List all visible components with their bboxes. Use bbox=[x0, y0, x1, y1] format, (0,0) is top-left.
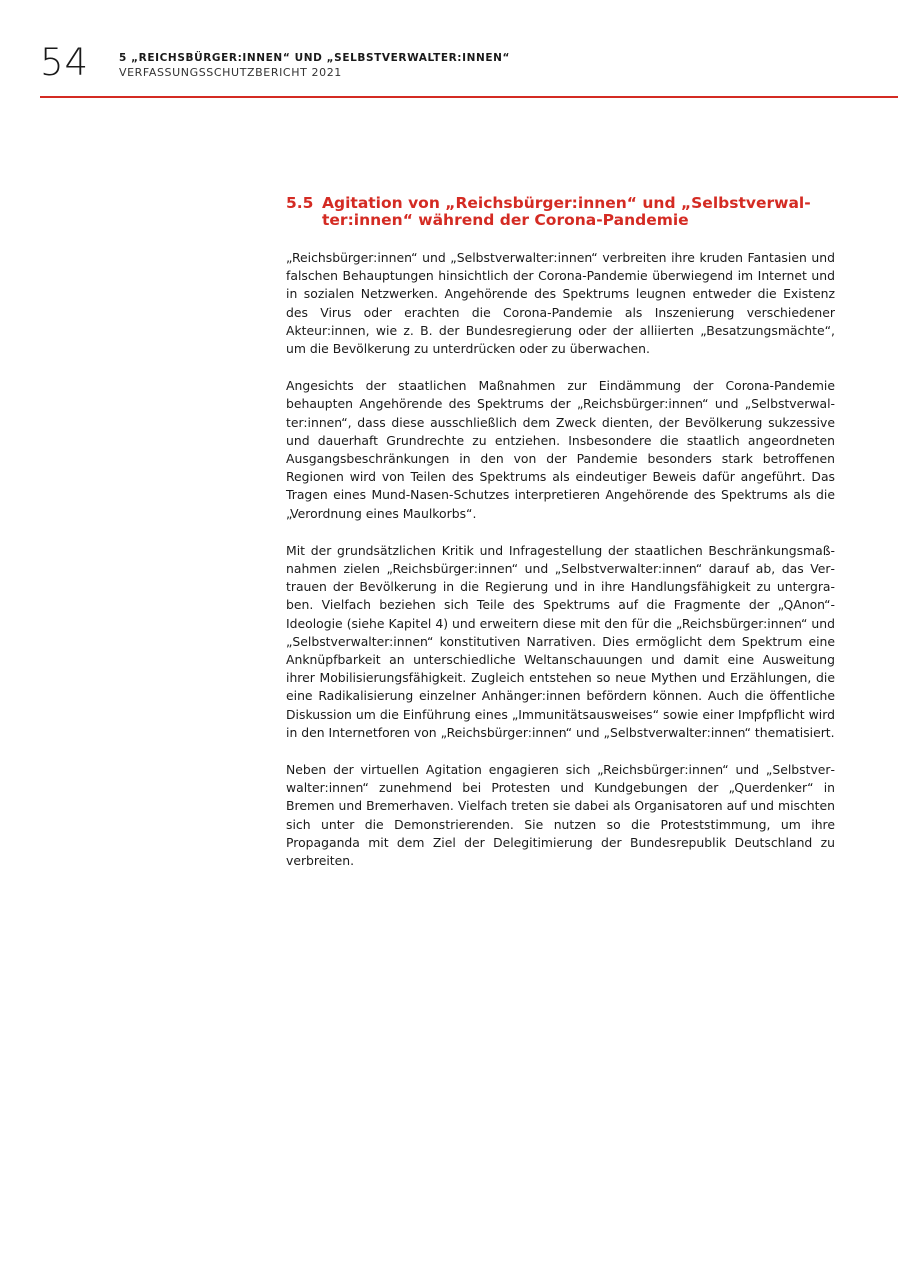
running-head-report: VERFASSUNGSSCHUTZBERICHT 2021 bbox=[119, 66, 342, 79]
section-heading bbox=[286, 195, 835, 229]
section-number: 5.5 bbox=[286, 194, 314, 212]
body-paragraph-1: „Reichsbürger:innen“ und „Selbstverwalter:innen“ verbreiten ihre kruden Fantasien und falschen Behauptungen hinsichtlich der Corona-Pandemie überwiegend im Internet und in sozialen Netzwerken. Angehörende des Spektrums leugnen entweder die Existenz des Virus oder erachten die Corona-Pandemie als Inszenierung verschiedener Akteur:innen, wie z. B. der Bundesregierung oder der alliierten „Besatzungsmächte“, um die Bevölkerung zu unterdrücken oder zu überwachen. bbox=[286, 250, 835, 357]
body-paragraph-2: Angesichts der staatlichen Maßnahmen zur Eindämmung der Corona-Pandemie behaupten Angehörende des Spektrums der „Reichsbürger:innen“ und „Selbstverwalter:innen“, dass diese ausschließlich dem Zweck dienten, der Bevölkerung sukzessive und dauerhaft Grundrechte zu entziehen. Insbesondere die staatlich angeordneten Ausgangsbeschränkungen in den von der Pandemie besonders stark betroffenen Regionen wird von Teilen des Spektrums als eindeutiger Beweis dafür angeführt. Das Tragen eines Mund-Nasen-Schutzes interpretieren Angehörende des Spektrums als die „Verordnung eines Maulkorbs“. bbox=[286, 378, 835, 521]
main-content bbox=[286, 195, 835, 889]
header-divider bbox=[40, 96, 898, 98]
running-head-chapter: 5 „REICHSBÜRGER:INNEN“ UND „SELBSTVERWALTER:INNEN“ bbox=[119, 52, 511, 64]
body-paragraph-4: Neben der virtuellen Agitation engagieren sich „Reichsbürger:innen“ und „Selbstverwalter:innen“ zunehmend bei Protesten und Kundgebungen der „Querdenker“ in Bremen und Bremerhaven. Vielfach treten sie dabei als Organisatoren auf und mischten sich unter die Demonstrierenden. Sie nutzen so die Proteststimmung, um ihre Propaganda mit dem Ziel der Delegitimierung der Bundesrepublik Deutschland zu verbreiten. bbox=[286, 762, 835, 869]
section-title: Agitation von „Reichsbürger:innen“ und „Selbstverwalter:innen“ während der Corona-Pandemie bbox=[322, 194, 811, 229]
body-paragraph-3: Mit der grundsätzlichen Kritik und Infragestellung der staatlichen Beschränkungsmaßnahmen zielen „Reichsbürger:innen“ und „Selbstverwalter:innen“ darauf ab, das Vertrauen der Bevölkerung in die Regierung und in ihre Handlungsfähigkeit zu untergraben. Vielfach beziehen sich Teile des Spektrums auf die Fragmente der „QAnon“-Ideologie (siehe Kapitel 4) und erweitern diese mit den für die „Reichsbürger:innen“ und „Selbstverwalter:innen“ konstitutiven Narrativen. Dies ermöglicht dem Spektrum eine Anknüpfbarkeit an unterschiedliche Weltanschauungen und damit eine Ausweitung ihrer Mobilisierungsfähigkeit. Zugleich entstehen so neue Mythen und Erzählungen, die eine Radikalisierung einzelner Anhänger:innen befördern können. Auch die öffentliche Diskussion um die Einführung eines „Immunitätsausweises“ sowie einer Impfpflicht wird in den Internetforen von „Reichsbürger:innen“ und „Selbstverwalter:innen“ thematisiert. bbox=[286, 542, 835, 740]
page-number: 54 bbox=[40, 41, 90, 84]
running-head bbox=[119, 52, 510, 80]
